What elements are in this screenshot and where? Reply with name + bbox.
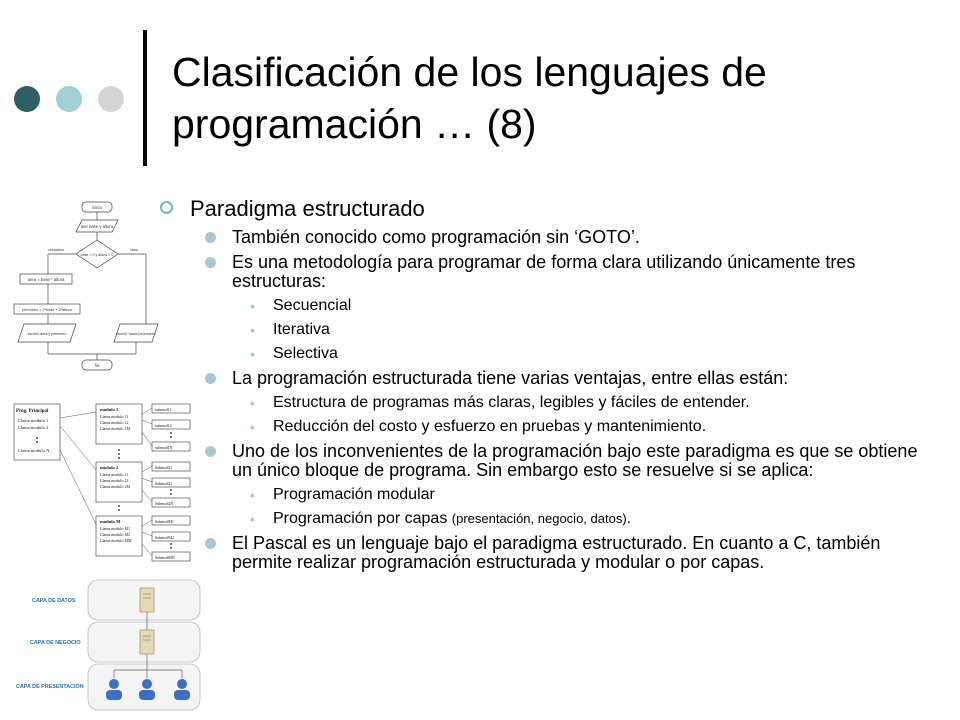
mod1-line3: Llama modulo 1M: [100, 426, 130, 431]
dot-bullet-icon: [205, 257, 216, 268]
mod-main-title: Prog. Principal: [16, 409, 49, 414]
bullet-pascal: [205, 534, 920, 572]
bullet-advantages: [205, 369, 920, 388]
sub-bullet-end: .: [626, 510, 632, 527]
mod2-line2: Llama modulo 22: [100, 478, 129, 483]
dot-bullet-icon: [205, 446, 216, 457]
dot-bullet-icon: [205, 373, 216, 384]
mod2-title: modulo 2: [100, 465, 119, 470]
dot-bullet-icon: [205, 538, 216, 549]
mod-main-line1: Llama modulo 1: [18, 418, 49, 423]
bullet-methodology-text: Es una metodología para programar de forma clara utilizando únicamente tres estructuras:: [232, 252, 856, 291]
sub-bullet-text: Programación por capas: [273, 510, 448, 527]
flowchart-image: [10, 194, 160, 379]
main-bullet-text: Paradigma estructurado: [190, 196, 425, 221]
main-bullet: [160, 196, 920, 222]
mod2-sub1: Submod21: [155, 465, 173, 470]
mod3-line3: Llama modulo MM: [100, 538, 132, 543]
small-bullet-icon: •: [250, 346, 255, 362]
sub-bullet-small-text: (presentación, negocio, datos): [451, 511, 627, 526]
layer-label-presentation: CAPA DE PRESENTACIÓN: [16, 684, 84, 690]
bullet-drawbacks-text: Uno de los inconvenientes de la programación bajo este paradigma es que se obtiene un único bloque de programa. Sin embargo esto se resuelve si se aplica:: [232, 441, 918, 480]
sub-bullet-text: Reducción del costo y esfuerzo en pruebas y mantenimiento.: [273, 418, 707, 435]
slide-content: [160, 196, 920, 576]
sub-bullet-text: Selectiva: [273, 345, 338, 362]
mod-main-line2: Llama modulo 2: [18, 425, 49, 430]
bullet-methodology: [205, 253, 920, 291]
sub-bullet-modular: [250, 486, 920, 504]
mod3-title: modulo M: [100, 519, 121, 524]
slide-title-line1: Clasificación de los lenguajes de: [172, 49, 767, 95]
bullet-pascal-text: El Pascal es un lenguaje bajo el paradigma estructurado. En cuanto a C, también permite realizar programación estructurada y modular o por capas.: [232, 533, 881, 572]
mod1-sub2: submod12: [155, 423, 172, 428]
mod2-sub3: Submod2N: [155, 501, 174, 506]
mod2-sub2: Submod22: [155, 481, 173, 486]
flow-out-err: escribir "datos incorrectos": [115, 332, 157, 336]
mod3-line2: Llama modulo M2: [100, 532, 130, 537]
mod1-sub3: submod1N: [155, 445, 173, 450]
flow-start: inicio: [92, 205, 102, 210]
dot-teal: [56, 86, 82, 112]
small-bullet-icon: •: [250, 395, 255, 411]
flow-yes: verdadero: [47, 248, 65, 252]
small-bullet-icon: •: [250, 419, 255, 435]
flow-cond: base > 0 y altura > 0: [80, 253, 114, 257]
small-bullet-icon: •: [250, 322, 255, 338]
flow-input: leer base y altura: [80, 224, 114, 229]
dot-dark: [14, 86, 40, 112]
decorative-dots: [14, 86, 124, 114]
sub-bullet-clarity: [250, 394, 920, 412]
mod1-line1: Llama modulo 11: [100, 414, 129, 419]
slide-title-line2: programación … (8): [172, 101, 537, 147]
dot-bullet-icon: [205, 232, 216, 243]
dot-grey: [98, 86, 124, 112]
flow-no: falso: [130, 248, 138, 252]
sub-bullet-secuencial: [250, 297, 920, 315]
flow-out-ok: escribir area y perimetro: [27, 332, 67, 336]
sub-bullet-iterativa: [250, 321, 920, 339]
title-divider: [143, 30, 147, 166]
small-bullet-icon: •: [250, 298, 255, 314]
flow-area: area = base * altura: [27, 277, 65, 282]
bullet-drawbacks: [205, 442, 920, 480]
sub-bullet-cost: [250, 418, 920, 436]
mod1-line2: Llama modulo 12: [100, 420, 129, 425]
flow-perim: perimetro = 2*base + 2*altura: [22, 308, 72, 312]
layer-label-business: CAPA DE NEGOCIO: [30, 640, 81, 646]
mod2-line1: Llama modulo 21: [100, 472, 129, 477]
ring-bullet-icon: [160, 201, 173, 214]
mod1-title: modulo 1: [100, 407, 119, 412]
bullet-goto-text: También conocido como programación sin ‘GOTO’.: [232, 227, 640, 247]
sub-bullet-layers: [250, 510, 920, 528]
mod3-line1: Llama modulo M1: [100, 526, 130, 531]
bullet-advantages-text: La programación estructurada tiene varias ventajas, entre ellas están:: [232, 368, 789, 388]
sub-bullet-text: Secuencial: [273, 297, 352, 314]
layer-label-data: CAPA DE DATOS: [32, 598, 76, 604]
server-icon: [140, 630, 154, 654]
sub-bullet-selectiva: [250, 345, 920, 363]
sub-bullet-text: Programación modular: [273, 486, 435, 503]
server-icon: [140, 588, 154, 612]
small-bullet-icon: •: [250, 511, 255, 527]
sub-bullet-text: Estructura de programas más claras, legibles y fáciles de entender.: [273, 394, 750, 411]
mod1-sub1: submod11: [155, 407, 172, 412]
mod2-line3: Llama modulo 2M: [100, 484, 130, 489]
sub-bullet-text: Iterativa: [273, 321, 330, 338]
bullet-goto: [205, 228, 920, 247]
slide-title: [172, 46, 932, 150]
flow-end: fin: [94, 363, 100, 368]
mod-main-line3: Llama modulo N: [18, 448, 50, 453]
mod3-sub3: SubmodMN: [155, 555, 175, 560]
layers-diagram-image: [10, 578, 202, 712]
mod3-sub2: SubmodM2: [155, 535, 174, 540]
small-bullet-icon: •: [250, 487, 255, 503]
mod3-sub1: SubmodM1: [155, 519, 174, 524]
